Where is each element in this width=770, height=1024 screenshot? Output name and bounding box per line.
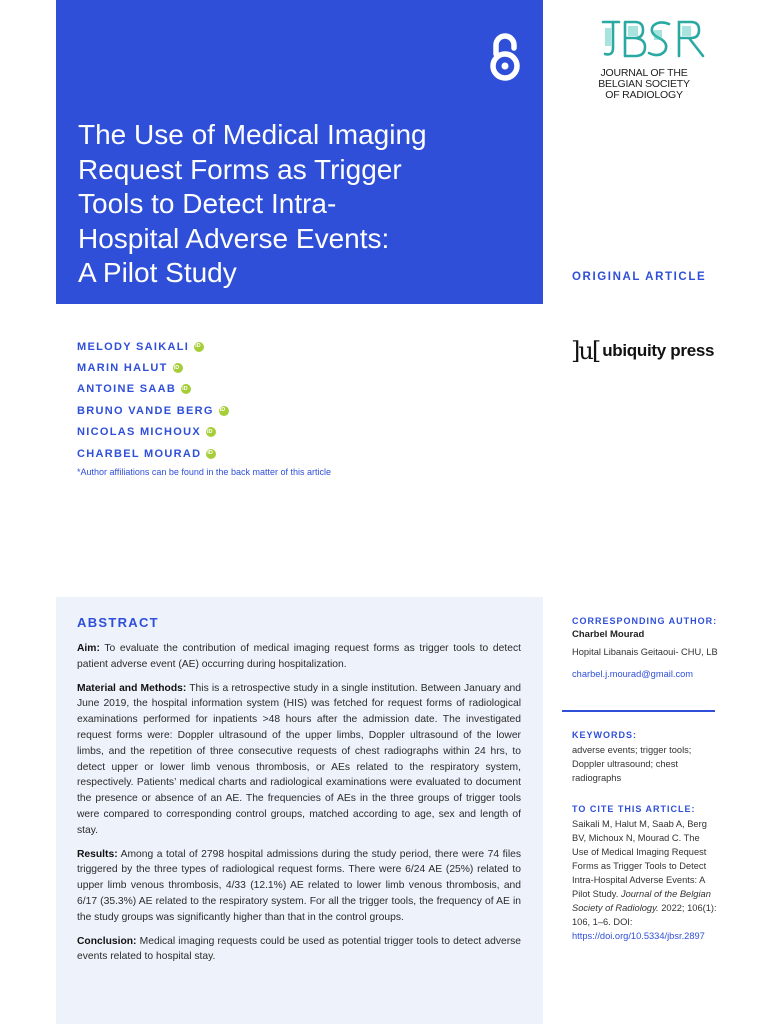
abstract-body [77, 641, 521, 973]
author-name: MELODY SAIKALI [77, 340, 190, 353]
corresponding-name: Charbel Mourad [572, 629, 645, 640]
author-item[interactable] [77, 422, 229, 443]
abstract-methods [77, 681, 521, 839]
author-item[interactable] [77, 379, 229, 400]
cite-details: 2022; 106(1): 106, 1–6. DOI: [572, 903, 717, 927]
author-item[interactable] [77, 336, 229, 357]
affiliation-note: *Author affiliations can be found in the back matter of this article [77, 467, 331, 477]
cite-heading: TO CITE THIS ARTICLE: [572, 804, 696, 814]
cite-doi-link[interactable]: https://doi.org/10.5334/jbsr.2897 [572, 931, 705, 941]
abstract-aim [77, 641, 521, 673]
keywords-heading: KEYWORDS: [572, 730, 637, 740]
corresponding-heading: CORRESPONDING AUTHOR: [572, 616, 718, 626]
title-line: A Pilot Study [78, 257, 237, 288]
title-line: Request Forms as Trigger [78, 153, 402, 185]
ubiquity-press-mark: ]u[ [571, 337, 600, 365]
journal-name-line: OF RADIOLOGY [605, 89, 683, 101]
open-access-lock-icon [487, 32, 523, 82]
author-name: NICOLAS MICHOUX [77, 426, 201, 439]
orcid-icon[interactable] [206, 427, 216, 437]
abstract-conclusion [77, 934, 521, 966]
divider [562, 710, 715, 712]
publisher-logo[interactable] [571, 336, 714, 366]
keywords-block [572, 730, 722, 785]
journal-name-line: JOURNAL OF THE [600, 67, 688, 79]
abstract-section-text: This is a retrospective study in a single institution. Between January and June 2019, the hospital information system (HIS) was fetched for request forms of radiological examinations performed for inpatients >48 hours after the admission date. The investigated request forms were: Doppler ultrasound of the upper limbs, Doppler ultrasound of the lower limbs, and the repetition of three consecutive requests of chest radiographs within 24 hrs, to detect upper or lower limb venous thrombosis, or AEs related to the respiratory system, respectively. Patients’ medical charts and radiological examinations were evaluated to document the presence or absence of an AE. The frequencies of AEs in the three groups of trigger tools were compared to corresponding control groups, matched according to age, sex and length of stay. [77, 682, 521, 836]
orcid-icon[interactable] [194, 342, 204, 352]
abstract-section-label: Results: [77, 848, 118, 860]
abstract-heading: ABSTRACT [77, 615, 159, 630]
abstract-section-text: Medical imaging requests could be used as potential trigger tools to detect adverse events related to hospital stay. [77, 935, 521, 963]
orcid-icon[interactable] [173, 363, 183, 373]
abstract-section-text: To evaluate the contribution of medical imaging request forms as trigger tools to detect patient adverse event (AE) occurring during hospitalization. [77, 643, 521, 670]
author-item[interactable] [77, 400, 229, 421]
article-title [78, 118, 478, 291]
orcid-icon[interactable] [181, 384, 191, 394]
abstract-panel [56, 597, 543, 1024]
cite-journal: Journal of the Belgian Society of Radiology. [572, 889, 711, 913]
author-name: MARIN HALUT [77, 362, 168, 375]
corresponding-email-link[interactable]: charbel.j.mourad@gmail.com [572, 669, 694, 679]
author-list [77, 336, 229, 464]
title-line: The Use of Medical Imaging [78, 119, 427, 150]
author-item[interactable] [77, 443, 229, 464]
title-line: Tools to Detect Intra- [78, 188, 337, 219]
orcid-icon[interactable] [219, 406, 229, 416]
corresponding-affiliation: Hopital Libanais Geitaoui- CHU, LB [572, 647, 718, 657]
publisher-name: ubiquity press [602, 341, 715, 360]
author-name: BRUNO VANDE BERG [77, 404, 214, 417]
abstract-section-label: Material and Methods: [77, 682, 187, 694]
title-block [56, 0, 543, 304]
cite-text [572, 817, 718, 943]
title-line: Hospital Adverse Events: [78, 222, 390, 254]
author-name: CHARBEL MOURAD [77, 447, 202, 460]
citation-block [572, 804, 718, 943]
article-type-label: ORIGINAL ARTICLE [572, 271, 707, 283]
orcid-icon[interactable] [206, 449, 216, 459]
keywords-text: adverse events; trigger tools; Doppler ultrasound; chest radiographs [572, 745, 692, 783]
jbsr-logo [593, 18, 713, 68]
cite-plain: Saikali M, Halut M, Saab A, Berg BV, Michoux N, Mourad C. The Use of Medical Imaging Request Forms as Trigger Tools to Detect Intra-Hospital Adverse Events: A Pilot Study. [572, 819, 707, 899]
journal-name-line: BELGIAN SOCIETY [598, 78, 690, 90]
abstract-results [77, 847, 521, 926]
corresponding-author [572, 616, 722, 679]
abstract-section-label: Aim: [77, 643, 100, 654]
author-item[interactable] [77, 357, 229, 378]
abstract-section-text: Among a total of 2798 hospital admissions during the study period, there were 74 files triggered by the three types of radiological request forms. There were 6/24 AE (25%) related to upper limb venous thrombosis, 4/33 (12.1%) AE related to lower limb venous thrombosis, and 6/17 (35.3%) AE related to the respiratory system. For all the trigger tools, the frequency of AE in the study groups was significantly higher than that in the control groups. [77, 848, 521, 923]
abstract-section-label: Conclusion: [77, 935, 137, 947]
journal-name [582, 68, 706, 101]
author-name: ANTOINE SAAB [77, 383, 177, 396]
